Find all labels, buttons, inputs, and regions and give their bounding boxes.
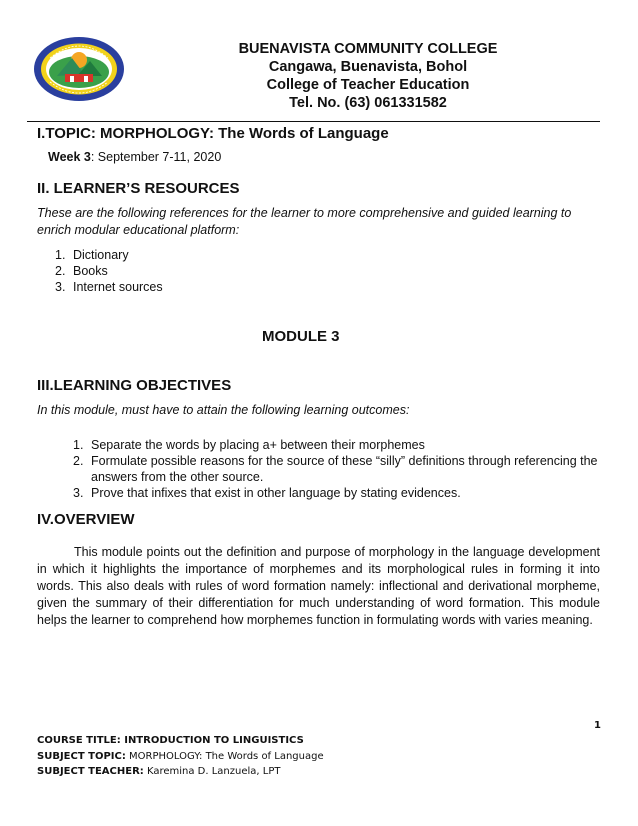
objectives-intro: In this module, must have to attain the following learning outcomes: bbox=[37, 403, 410, 417]
college-seal-logo bbox=[32, 36, 126, 102]
overview-heading: IV.OVERVIEW bbox=[37, 511, 135, 528]
college-address: Cangawa, Buenavista, Bohol bbox=[268, 59, 468, 75]
list-item: 3. Internet sources bbox=[55, 280, 163, 294]
footer-topic: SUBJECT TOPIC: MORPHOLOGY: The Words of Language bbox=[37, 750, 324, 762]
week-label: Week 3 bbox=[48, 150, 91, 164]
week-line bbox=[48, 149, 221, 165]
topic-heading: I.TOPIC: MORPHOLOGY: The Words of Language bbox=[37, 125, 389, 142]
resources-intro: These are the following references for the learner to more comprehensive and guided learning to enrich modular educational platform: bbox=[37, 206, 572, 237]
objectives-heading: III.LEARNING OBJECTIVES bbox=[37, 377, 232, 394]
objectives-list bbox=[73, 437, 601, 501]
college-department: College of Teacher Education bbox=[266, 77, 470, 93]
list-item: 3. Prove that infixes that exist in other language by stating evidences. bbox=[73, 486, 461, 500]
overview-paragraph: This module points out the definition and purpose of morphology in the language development in which it highlights the importance of morphemes and its morphological rules in forming it into words. This also deals with rules of word formation namely: inflectional and derivational morpheme, given the summary of their differentiation for much understanding of word formation. This module helps the learner to comprehend how morphemes function in formulating words with varies meaning. bbox=[37, 545, 600, 627]
resources-list bbox=[55, 247, 163, 295]
footer-teacher: SUBJECT TEACHER: Karemina D. Lanzuela, LPT bbox=[37, 766, 281, 777]
module-title: MODULE 3 bbox=[262, 328, 340, 345]
header-divider bbox=[27, 121, 600, 122]
list-item: 2. Formulate possible reasons for the source of these “silly” definitions through referencing the answers from the other source. bbox=[73, 454, 598, 484]
resources-heading: II. LEARNER’S RESOURCES bbox=[37, 180, 240, 197]
page-number: 1 bbox=[594, 720, 601, 731]
list-item: 1. Dictionary bbox=[55, 248, 129, 262]
college-name: BUENAVISTA COMMUNITY COLLEGE bbox=[238, 41, 498, 57]
week-value: : September 7-11, 2020 bbox=[90, 150, 222, 164]
college-telephone: Tel. No. (63) 061331582 bbox=[289, 95, 447, 111]
footer bbox=[37, 733, 324, 780]
list-item: 2. Books bbox=[55, 264, 108, 278]
footer-course: COURSE TITLE: INTRODUCTION TO LINGUISTICS bbox=[37, 735, 304, 746]
list-item: 1. Separate the words by placing a+ between their morphemes bbox=[73, 438, 425, 452]
